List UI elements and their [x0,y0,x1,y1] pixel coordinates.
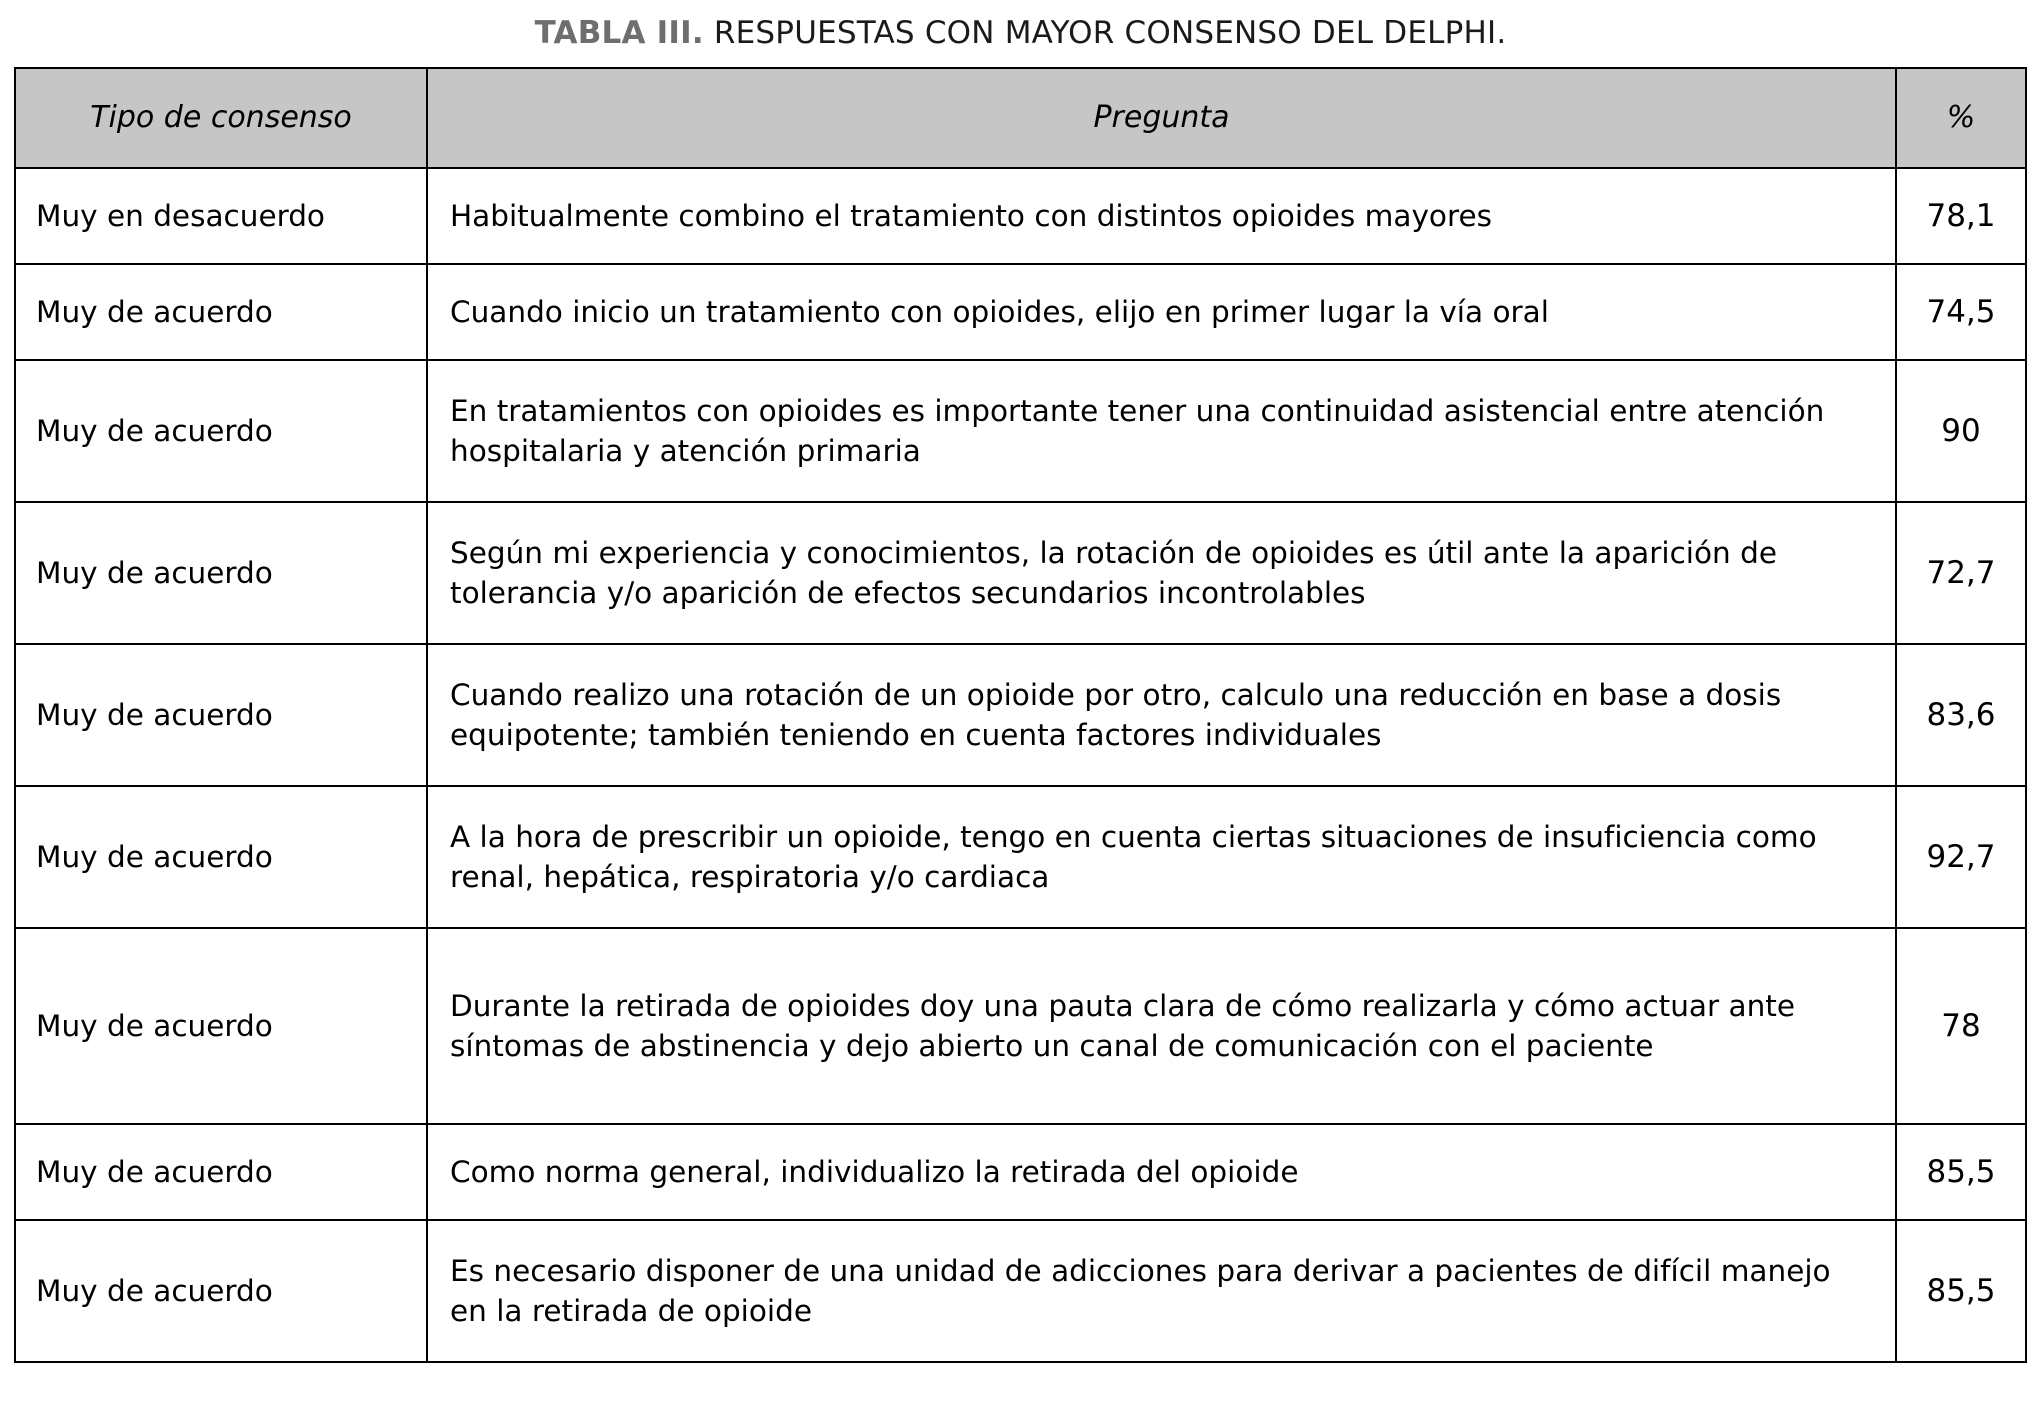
cell-pregunta: Cuando inicio un tratamiento con opioides, elijo en primer lugar la vía oral [427,264,1896,360]
cell-pregunta: Como norma general, individualizo la retirada del opioide [427,1124,1896,1220]
cell-pregunta: Durante la retirada de opioides doy una pauta clara de cómo realizarla y cómo actuar ante síntomas de abstinencia y dejo abierto un canal de comunicación con el paciente [427,928,1896,1124]
column-header-pregunta: Pregunta [427,68,1896,168]
delphi-consensus-table [14,67,2027,1363]
column-header-tipo-de-consenso: Tipo de consenso [15,68,427,168]
cell-porcentaje: 83,6 [1896,644,2026,786]
table-row [15,1124,2026,1220]
cell-porcentaje: 78,1 [1896,168,2026,264]
cell-tipo-de-consenso: Muy de acuerdo [15,502,427,644]
table-row [15,168,2026,264]
table-caption-label: TABLA III. [534,15,704,51]
table-caption [14,14,2027,53]
cell-porcentaje: 78 [1896,928,2026,1124]
table-row [15,360,2026,502]
cell-pregunta: Habitualmente combino el tratamiento con distintos opioides mayores [427,168,1896,264]
table-row [15,264,2026,360]
table-row [15,644,2026,786]
cell-porcentaje: 92,7 [1896,786,2026,928]
cell-tipo-de-consenso: Muy de acuerdo [15,786,427,928]
table-row [15,502,2026,644]
cell-porcentaje: 85,5 [1896,1220,2026,1362]
cell-pregunta: Según mi experiencia y conocimientos, la rotación de opioides es útil ante la aparición de tolerancia y/o aparición de efectos secundarios incontrolables [427,502,1896,644]
cell-tipo-de-consenso: Muy de acuerdo [15,644,427,786]
table-row [15,928,2026,1124]
cell-porcentaje: 90 [1896,360,2026,502]
cell-porcentaje: 72,7 [1896,502,2026,644]
cell-tipo-de-consenso: Muy de acuerdo [15,264,427,360]
cell-tipo-de-consenso: Muy de acuerdo [15,1124,427,1220]
cell-pregunta: Cuando realizo una rotación de un opioide por otro, calculo una reducción en base a dosis equipotente; también teniendo en cuenta factores individuales [427,644,1896,786]
table-body [15,168,2026,1362]
cell-tipo-de-consenso: Muy en desacuerdo [15,168,427,264]
column-header-porcentaje: % [1896,68,2026,168]
cell-pregunta: A la hora de prescribir un opioide, tengo en cuenta ciertas situaciones de insuficiencia como renal, hepática, respiratoria y/o cardiaca [427,786,1896,928]
cell-porcentaje: 74,5 [1896,264,2026,360]
cell-tipo-de-consenso: Muy de acuerdo [15,1220,427,1362]
table-header [15,68,2026,168]
table-caption-text: RESPUESTAS CON MAYOR CONSENSO DEL DELPHI. [713,15,1507,51]
cell-pregunta: En tratamientos con opioides es importante tener una continuidad asistencial entre atención hospitalaria y atención primaria [427,360,1896,502]
table-header-row [15,68,2026,168]
cell-pregunta: Es necesario disponer de una unidad de adicciones para derivar a pacientes de difícil manejo en la retirada de opioide [427,1220,1896,1362]
cell-porcentaje: 85,5 [1896,1124,2026,1220]
table-row [15,1220,2026,1362]
cell-tipo-de-consenso: Muy de acuerdo [15,928,427,1124]
table-row [15,786,2026,928]
cell-tipo-de-consenso: Muy de acuerdo [15,360,427,502]
